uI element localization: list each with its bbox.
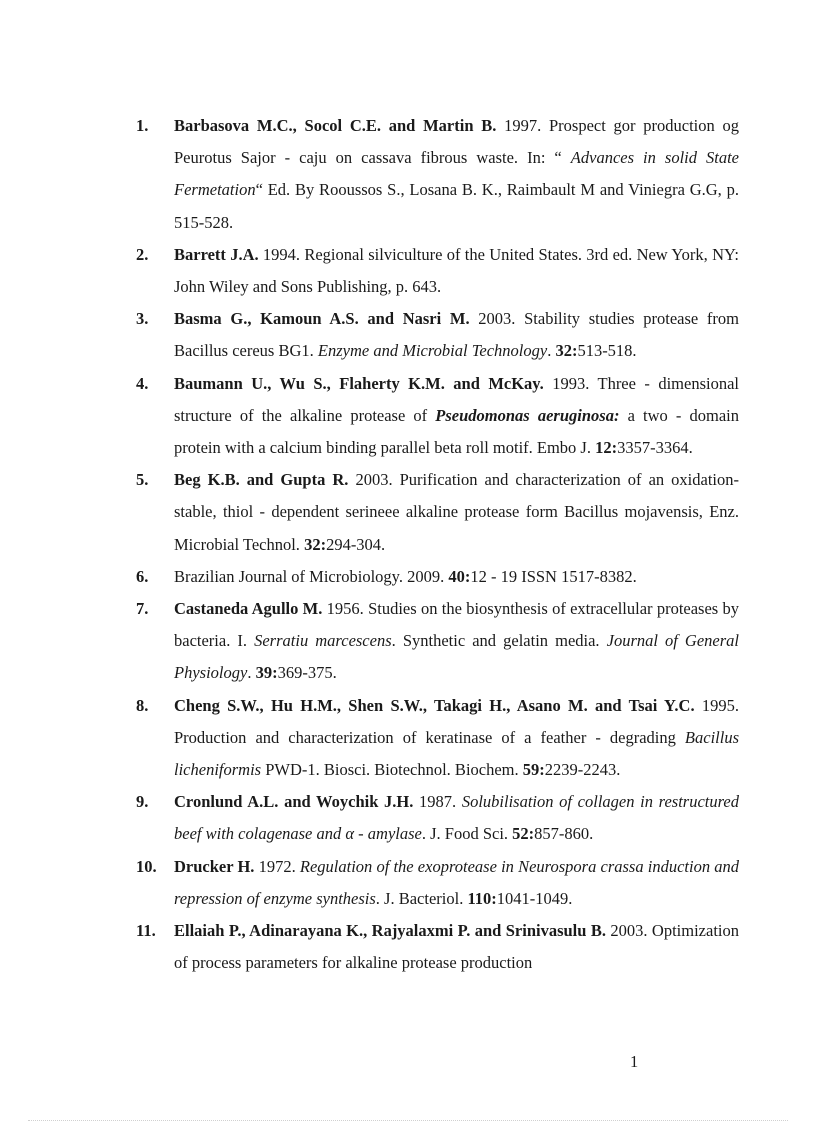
reference-number: 8. (136, 695, 149, 715)
reference-item (133, 851, 739, 915)
reference-segment: . Synthetic and gelatin media. (391, 631, 607, 651)
reference-authors: Cronlund A.L. and Woychik J.H. (174, 792, 414, 812)
reference-authors: 59: (522, 760, 545, 780)
reference-authors: Ellaiah P., Adinarayana K., Rajyalaxmi P. and Srinivasulu B. (174, 921, 606, 941)
reference-segment: 369-375. (277, 663, 337, 683)
reference-segment: 1041-1049. (496, 888, 573, 908)
reference-segment: 294-304. (326, 534, 386, 554)
reference-authors: 32: (304, 534, 327, 554)
reference-authors: Castaneda Agullo M. (174, 599, 323, 619)
reference-list (133, 110, 739, 979)
reference-text (174, 567, 637, 586)
reference-segment: 513-518. (577, 341, 637, 361)
reference-segment: 2003. Stability studies protease from Bacillus cereus BG1. (174, 309, 739, 361)
reference-item (133, 593, 739, 690)
reference-item (133, 561, 739, 593)
reference-segment: . J. Food Sci. (421, 824, 513, 844)
reference-text (174, 470, 739, 553)
reference-segment: 1993. Three - dimensional structure of the alkaline protease of (174, 373, 739, 425)
reference-species-name: Pseudomonas aeruginosa: (435, 405, 620, 425)
reference-authors: Beg K.B. and Gupta R. (174, 470, 349, 490)
reference-item (133, 110, 739, 239)
page-number: 1 (630, 1052, 639, 1071)
reference-text (174, 245, 739, 296)
reference-segment: a two - domain protein with a calcium binding parallel beta roll motif. Embo J. (174, 405, 739, 458)
reference-text (174, 857, 739, 908)
reference-authors: 32: (555, 341, 578, 361)
reference-number: 6. (136, 566, 149, 586)
reference-authors: Barrett J.A. (174, 244, 259, 264)
reference-number: 3. (136, 309, 149, 329)
reference-segment: . (247, 663, 256, 683)
reference-authors: Cheng S.W., Hu H.M., Shen S.W., Takagi H., Asano M. and Tsai Y.C. (174, 695, 695, 715)
reference-number: 1. (136, 116, 149, 135)
reference-number: 5. (136, 470, 149, 490)
reference-text (174, 599, 739, 682)
reference-segment: 1972. (254, 856, 300, 876)
reference-segment: . J. Bacteriol. (375, 888, 468, 908)
reference-item (133, 368, 739, 465)
reference-item (133, 303, 739, 367)
reference-text (174, 696, 739, 779)
reference-authors: 40: (448, 566, 471, 586)
reference-number: 7. (136, 599, 149, 619)
reference-text (174, 792, 739, 843)
reference-segment: 2003. Purification and characterization of an oxidation-stable, thiol - dependent serineee alkaline protease form Bacillus mojavensis, Enz. Microbial Technol. (174, 470, 740, 554)
reference-segment: 1995. Production and characterization of keratinase of a feather - degrading (174, 695, 739, 747)
reference-authors: Baumann U., Wu S., Flaherty K.M. and McKay. (174, 373, 544, 393)
reference-authors: Basma G., Kamoun A.S. and Nasri M. (174, 309, 470, 329)
reference-authors: 110: (467, 888, 497, 908)
reference-segment: Brazilian Journal of Microbiology. 2009. (174, 566, 449, 586)
reference-segment: 2003. Optimization of process parameters for alkaline protease production (174, 921, 739, 973)
reference-italic-title: Regulation of the exoprotease in Neurospora crassa induction and repression of enzyme synthesis (174, 856, 740, 908)
reference-italic-title: Serratiu marcescens (254, 631, 392, 651)
reference-segment: 12 - 19 ISSN 1517-8382. (470, 566, 637, 586)
reference-segment: 2239-2243. (544, 760, 621, 780)
reference-segment: 1997. Prospect gor production og Peurotus Sajor - caju on cassava fibrous waste. In: “ (174, 116, 739, 168)
reference-segment: . (547, 341, 556, 361)
reference-item (133, 915, 739, 979)
reference-segment: PWD-1. Biosci. Biotechnol. Biochem. (261, 760, 523, 780)
reference-number: 10. (136, 856, 157, 876)
reference-italic-title: Bacillus licheniformis (174, 727, 739, 780)
reference-text (174, 116, 739, 232)
reference-italic-title: Solubilisation of collagen in restructured beef with colagenase and α - amylase (174, 792, 740, 844)
reference-item (133, 239, 739, 303)
reference-authors: Barbasova M.C., Socol C.E. and Martin B. (174, 116, 497, 135)
reference-authors: 52: (512, 824, 535, 844)
reference-item (133, 786, 739, 850)
reference-number: 4. (136, 373, 149, 393)
reference-text (174, 921, 739, 972)
reference-number: 2. (136, 244, 149, 264)
reference-segment: 3357-3364. (617, 438, 693, 458)
reference-segment: “ Ed. By Rooussos S., Losana B. K., Raimbault M and Viniegra G.G, p. 515-528. (174, 180, 739, 232)
reference-italic-title: Enzyme and Microbial Technology (317, 341, 548, 361)
reference-segment: 1956. Studies on the biosynthesis of extracellular proteases by bacteria. I. (174, 599, 740, 651)
reference-number: 9. (136, 792, 149, 812)
reference-segment: 1987. (413, 792, 462, 812)
reference-authors: 12: (595, 438, 618, 458)
reference-text (174, 309, 739, 360)
reference-item (133, 464, 739, 561)
reference-italic-title: Journal of General Physiology (174, 631, 740, 683)
reference-authors: Drucker H. (174, 856, 255, 876)
page-bottom-border (28, 1120, 788, 1121)
reference-authors: 39: (255, 663, 278, 683)
reference-item (133, 690, 739, 787)
reference-segment: 1994. Regional silviculture of the United States. 3rd ed. New York, NY: John Wiley and Sons Publishing, p. 643. (174, 244, 739, 297)
reference-segment: 857-860. (534, 824, 594, 844)
reference-number: 11. (136, 921, 156, 941)
reference-italic-title: Advances in solid State Fermetation (174, 148, 740, 200)
reference-text (174, 374, 739, 457)
